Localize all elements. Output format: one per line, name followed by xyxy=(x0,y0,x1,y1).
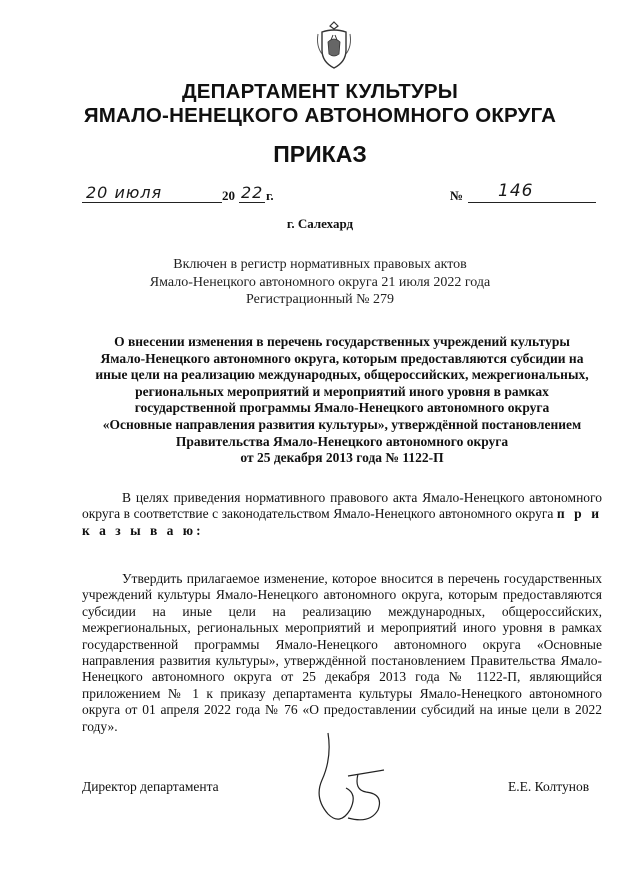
subject-line7: Правительства Ямало-Ненецкого автономного округа xyxy=(175,433,509,449)
date-year-handwritten: 22 xyxy=(241,183,264,202)
subject-line8: от 25 декабря 2013 года № 1122-П xyxy=(240,450,444,466)
order-body-text: Утвердить прилагаемое изменение, которое вносится в перечень государственных учреждений культуры Ямало-Ненецкого автономного округа, которым предоставляются субсидии на иные цели на реализацию международных, общероссийских, межрегиональных, региональных мероприятий и мероприятий иного уровня в рамках государственной программы Ямало-Ненецкого автономного округа «Основные направления развития культуры», утверждённой постановлением Правительства Ямало-Ненецкого автономного округа от 25 декабря 2013 года № 1122-П, являющийся приложением № 1 к приказу департамента культуры Ямало-Ненецкого автономного округа от 01 апреля 2022 года № 76 «О предоставлении субсидий на иные цели в 2022 году». xyxy=(82,571,602,734)
subject-line3: иные цели на реализацию международных, общероссийских, межрегиональных, xyxy=(95,367,589,383)
subject-line4: региональных мероприятий и мероприятий иного уровня в рамках xyxy=(135,383,549,399)
department-name-line2: ЯМАЛО-НЕНЕЦКОГО АВТОНОМНОГО ОКРУГА xyxy=(83,104,557,127)
date-year-prefix: 20 xyxy=(222,188,235,203)
registration-line3: Регистрационный № 279 xyxy=(246,292,394,307)
subject-line1: О внесении изменения в перечень государственных учреждений культуры xyxy=(114,334,570,349)
order-number-handwritten: 146 xyxy=(498,181,534,201)
date-year-field xyxy=(239,183,265,203)
registration-line1: Включен в регистр нормативных правовых актов xyxy=(173,257,467,272)
order-title: ПРИКАЗ xyxy=(273,141,367,167)
coat-of-arms-icon xyxy=(314,20,354,70)
preamble-paragraph xyxy=(82,490,602,539)
subject-line5: государственной программы Ямало-Ненецкого автономного округа xyxy=(134,400,550,416)
date-day-month-handwritten: 20 июля xyxy=(86,183,163,202)
subject-line6: «Основные направления развития культуры», утверждённой постановлением xyxy=(102,416,582,432)
signatory-name: Е.Е. Колтунов xyxy=(508,779,590,794)
order-date-field xyxy=(82,183,222,203)
order-subject xyxy=(82,334,602,467)
order-body-paragraph xyxy=(82,571,602,735)
date-year-suffix: г. xyxy=(266,188,274,203)
subject-line2: Ямало-Ненецкого автономного округа, которым предоставляются субсидии на xyxy=(100,350,584,366)
city: г. Салехард xyxy=(286,216,354,231)
registration-line2: Ямало-Ненецкого автономного округа 21 июля 2022 года xyxy=(149,275,491,290)
order-number-field xyxy=(468,181,596,203)
order-number-label: № xyxy=(450,188,464,203)
preamble-text: В целях приведения нормативного правового акта Ямало-Ненецкого автономного округа в соответствие с законодательством Ямало-Ненецкого автономного округа xyxy=(82,490,602,522)
handwritten-signature-icon xyxy=(300,728,410,828)
signatory-position: Директор департамента xyxy=(82,779,219,794)
department-name-line1: ДЕПАРТАМЕНТ КУЛЬТУРЫ xyxy=(181,80,459,103)
order-word: п р и к а з ы в а ю: xyxy=(82,506,602,538)
